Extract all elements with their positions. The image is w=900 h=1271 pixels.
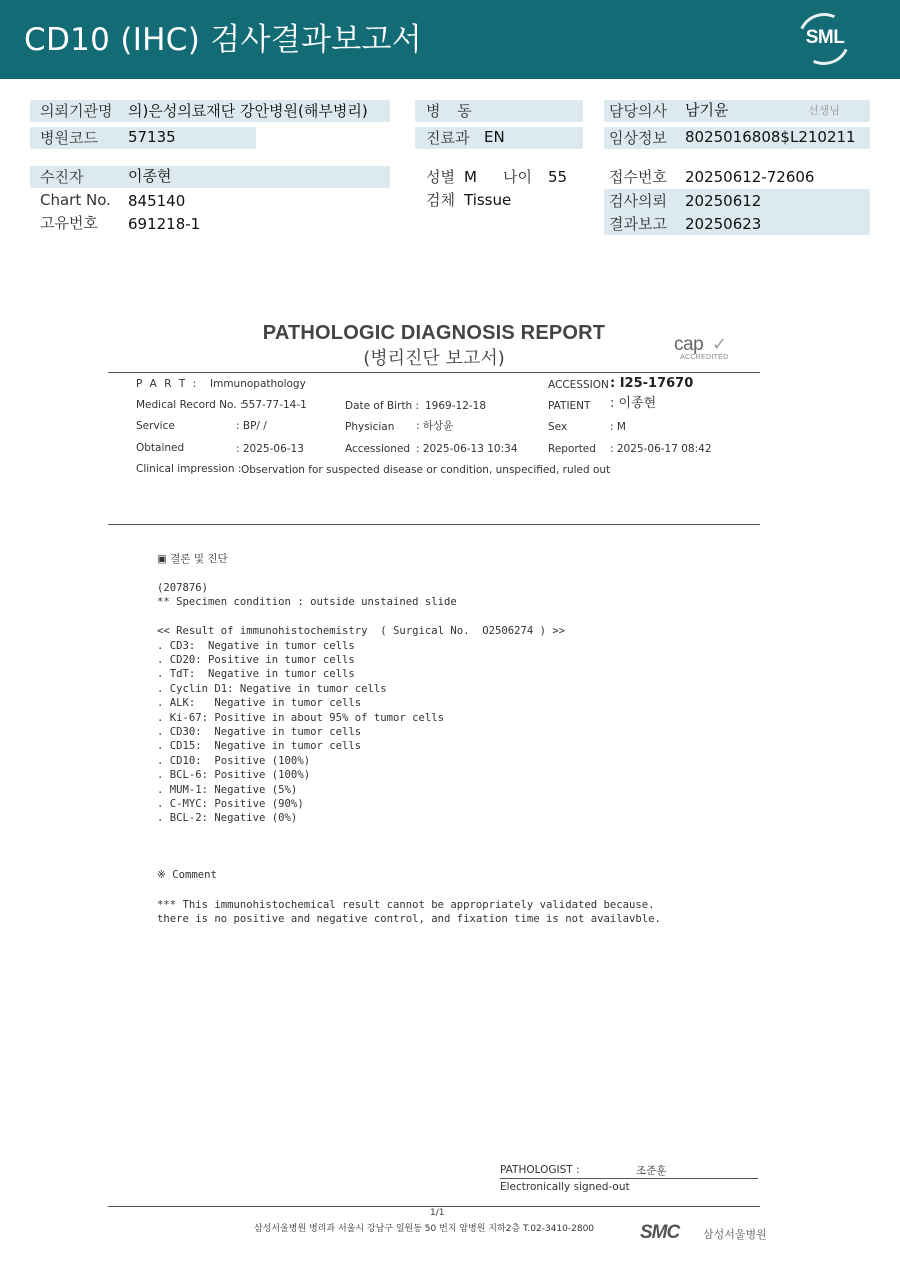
footer-address: 삼성서울병원 병리과 서울시 강남구 일원동 50 번지 암병원 지하2층 T.02-3410-2800 [254,1224,595,1234]
diagnosis-line: << Result of immunohistochemistry ( Surgical No. O2506274 ) >> [157,625,566,638]
reported-label: Reported [548,443,596,455]
report-mid-rule [108,524,760,525]
patient-bar [30,166,390,188]
patient-value-report: : 이종현 [610,396,657,411]
accession-label: ACCESSION [548,379,609,391]
dob-value: 1969-12-18 [425,400,487,412]
pathologist-value: 조준훈 [636,1165,667,1177]
diagnosis-line: . CD15: Negative in tumor cells [157,740,362,753]
diagnosis-line: . Ki-67: Positive in about 95% of tumor cells [157,711,445,724]
header-band [0,0,900,79]
hospital-code-label: 병원코드 [40,129,98,147]
page-title: CD10 (IHC) 검사결과보고서 [24,22,422,58]
clinical-info-label: 임상정보 [609,129,667,147]
institution-label: 의뢰기관명 [40,102,113,120]
report-subtitle: (병리진단 보고서) [363,348,505,369]
patient-label: 수진자 [40,168,84,186]
signed-out-text: Electronically signed-out [500,1181,630,1193]
comment-line: there is no positive and negative control, and fixation time is not availavble. [157,913,661,926]
department-label: 진료과 [426,129,470,147]
cap-accredited: ACCREDITED [680,354,729,361]
sml-logo [798,13,852,65]
age-value: 55 [548,168,568,186]
sex-label-report: Sex [548,421,568,433]
diagnosis-line: . CD30: Negative in tumor cells [157,726,362,738]
report-top-rule [108,372,760,373]
clinical-info-value: 8025016808$L210211 [685,128,856,146]
service-label: Service [136,420,175,432]
chart-value: 845140 [128,192,186,210]
sex-label: 성별 [426,168,455,186]
reported-value: : 2025-06-17 08:42 [610,443,712,455]
institution-value: 의)은성의료재단 강안병원(해부병리) [128,102,368,120]
section-heading: ▣ 결론 및 진단 [157,553,228,565]
mrn-value: 557-77-14-1 [242,399,307,411]
diagnosis-line: . CD3: Negative in tumor cells [157,639,355,652]
cap-logo [674,334,744,364]
request-value: 20250612 [685,192,762,210]
check-icon: ✓ [712,334,728,355]
patient-label-report: PATIENT [548,400,591,412]
diagnosis-line: . Cyclin D1: Negative in tumor cells [157,682,387,695]
comment-line: *** This immunohistochemical result cannot be appropriately validated because. [157,899,655,911]
accessioned-value: : 2025-06-13 10:34 [416,443,518,455]
obtained-value: : 2025-06-13 [236,443,304,455]
diagnosis-line: . CD20: Positive in tumor cells [157,654,355,666]
doctor-value: 남기윤 [685,101,729,119]
age-label: 나이 [503,168,532,186]
cap-text: cap [674,334,704,355]
patient-value: 이종현 [128,167,172,185]
chart-label: Chart No. [40,191,111,209]
page-number: 1/1 [430,1208,445,1218]
diagnosis-line: (207876) [157,582,209,594]
diagnosis-line: . MUM-1: Negative (5%) [157,783,298,796]
comment-heading: ※ Comment [157,869,217,881]
signature-rule [500,1178,758,1179]
smc-logo: SMC [640,1222,680,1243]
mrn-label: Medical Record No. : [136,399,244,411]
hospital-name: 삼성서울병원 [703,1228,767,1241]
specimen-label: 검체 [426,191,455,209]
sex-value: M [464,168,477,186]
diagnosis-line: . ALK: Negative in tumor cells [157,697,362,710]
result-value: 20250623 [685,215,762,233]
result-label: 결과보고 [609,215,667,233]
part-label: P A R T : [136,378,199,390]
id-value: 691218-1 [128,215,201,233]
diagnosis-line: . BCL-6: Positive (100%) [157,769,311,782]
sex-value-report: : M [610,421,626,433]
footer-rule [108,1206,760,1207]
clinical-impression-value: Observation for suspected disease or condition, unspecified, ruled out [241,464,611,476]
clinical-impression-label: Clinical impression : [136,463,242,475]
physician-value: : 하상윤 [416,420,454,432]
hospital-code-value: 57135 [128,128,176,146]
diagnosis-line: ** Specimen condition : outside unstained slide [157,596,457,609]
report-title: PATHOLOGIC DIAGNOSIS REPORT [262,322,606,344]
doctor-label: 담당의사 [609,102,667,120]
part-value: Immunopathology [210,378,306,390]
service-value: : BP/ / [236,420,267,432]
diagnosis-line: . BCL-2: Negative (0%) [157,812,298,825]
id-label: 고유번호 [40,214,98,232]
dob-label: Date of Birth : [345,400,419,412]
receipt-label: 접수번호 [609,168,667,186]
diagnosis-line: . C-MYC: Positive (90%) [157,798,304,810]
accessioned-label: Accessioned [345,443,411,455]
receipt-value: 20250612-72606 [685,168,815,186]
physician-label: Physician [345,421,395,433]
doctor-suffix: 선생님 [808,104,840,117]
accession-value: : I25-17670 [610,376,694,391]
diagnosis-line: . TdT: Negative in tumor cells [157,668,355,681]
logo-text: SML [805,27,845,48]
request-label: 검사의뢰 [609,192,667,210]
department-value: EN [484,128,505,146]
pathologist-label: PATHOLOGIST : [500,1164,580,1176]
specimen-value: Tissue [464,191,512,209]
diagnosis-line: . CD10: Positive (100%) [157,754,311,767]
ward-label: 병 동 [426,102,478,120]
obtained-label: Obtained [136,442,185,454]
